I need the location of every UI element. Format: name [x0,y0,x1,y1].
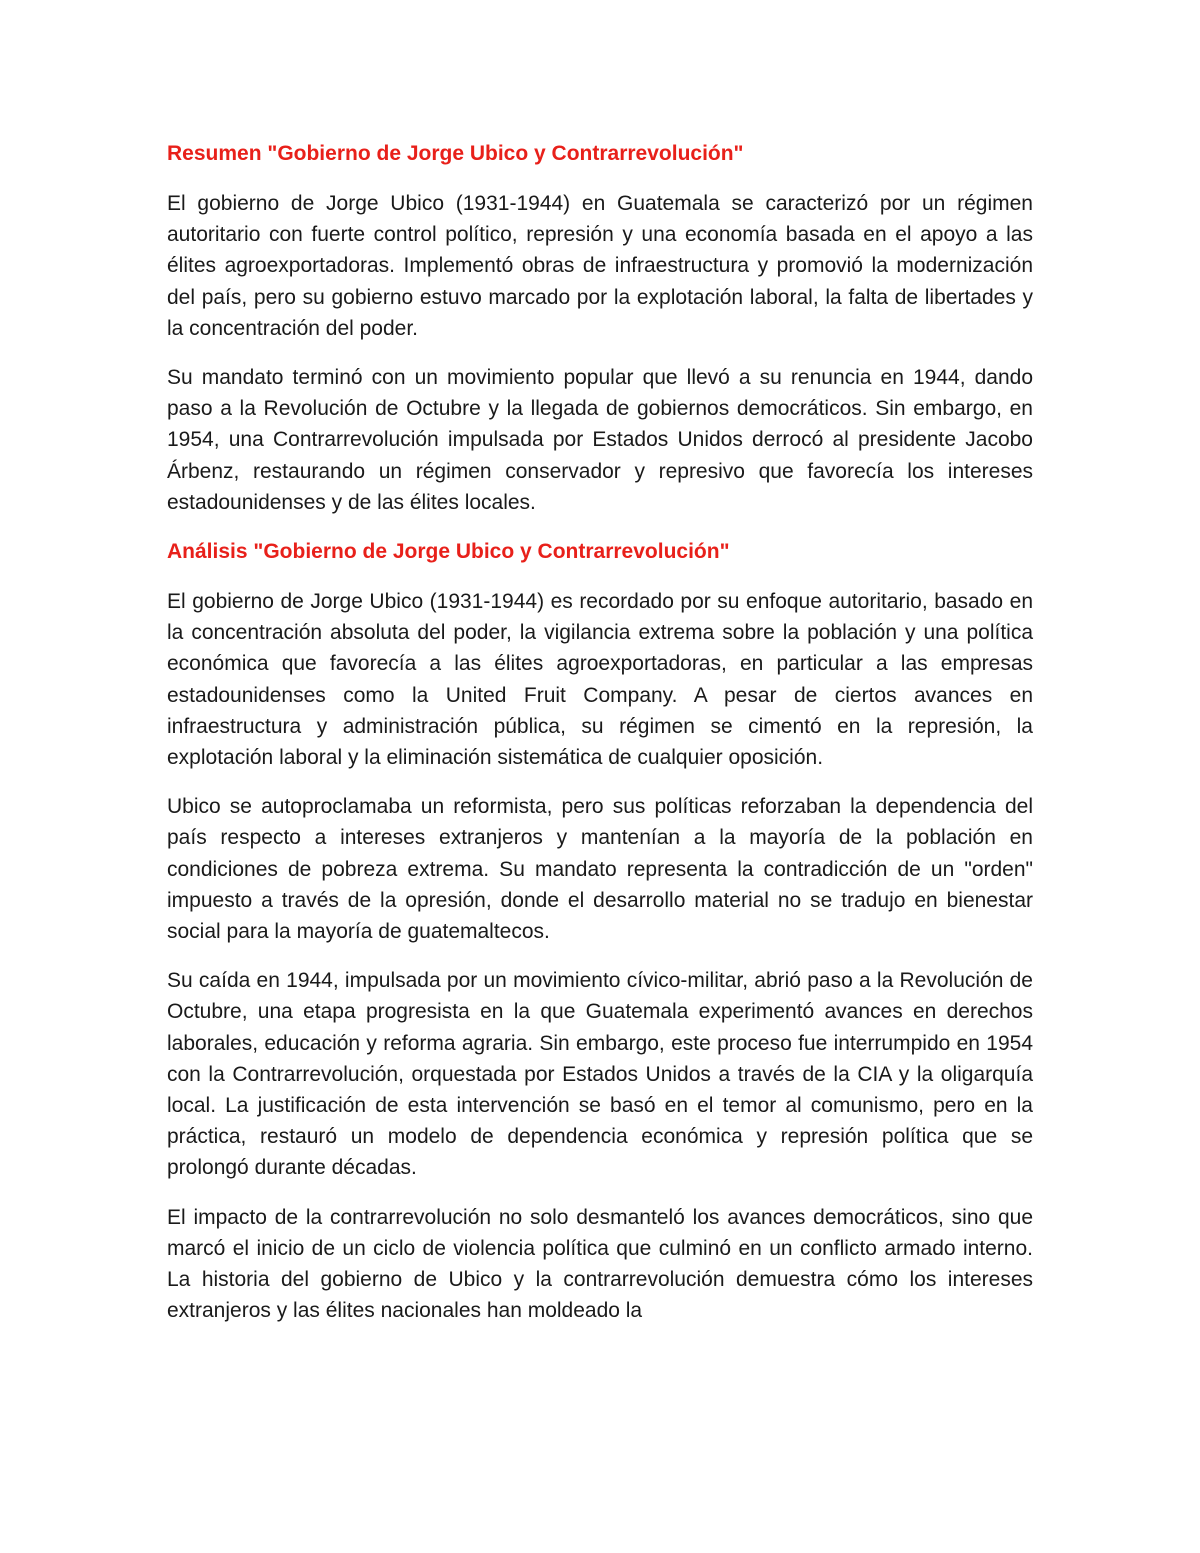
analysis-paragraph: Su caída en 1944, impulsada por un movimiento cívico-militar, abrió paso a la Revolución de Octubre, una etapa progresista en la que Guatemala experimentó avances en derechos laborales, educación y reforma agraria. Sin embargo, este proceso fue interrumpido en 1954 con la Contrarrevolución, orquestada por Estados Unidos a través de la CIA y la oligarquía local. La justificación de esta intervención se basó en el temor al comunismo, pero en la práctica, restauró un modelo de dependencia económica y represión política que se prolongó durante décadas. [167,969,1033,1180]
analysis-paragraph: Ubico se autoproclamaba un reformista, pero sus políticas reforzaban la dependencia del país respecto a intereses extranjeros y mantenían a la mayoría de la población en condiciones de pobreza extrema. Su mandato representa la contradicción de un "orden" impuesto a través de la opresión, donde el desarrollo material no se tradujo en bienestar social para la mayoría de guatemaltecos. [167,795,1033,944]
analysis-paragraph: El gobierno de Jorge Ubico (1931-1944) es recordado por su enfoque autoritario, basado en la concentración absoluta del poder, la vigilancia extrema sobre la población y una política económica que favorecía a las élites agroexportadoras, en particular a las empresas estadounidenses como la United Fruit Company. A pesar de ciertos avances en infraestructura y administración pública, su régimen se cimentó en la represión, la explotación laboral y la eliminación sistemática de cualquier oposición. [167,590,1033,770]
analysis-heading: Análisis "Gobierno de Jorge Ubico y Contrarrevolución" [167,540,730,564]
document-page [167,138,1033,1345]
summary-paragraph: Su mandato terminó con un movimiento popular que llevó a su renuncia en 1944, dando paso a la Revolución de Octubre y la llegada de gobiernos democráticos. Sin embargo, en 1954, una Contrarrevolución impulsada por Estados Unidos derrocó al presidente Jacobo Árbenz, restaurando un régimen conservador y represivo que favorecía los intereses estadounidenses y de las élites locales. [167,366,1033,514]
summary-paragraph: El gobierno de Jorge Ubico (1931-1944) en Guatemala se caracterizó por un régimen autoritario con fuerte control político, represión y una economía basada en el apoyo a las élites agroexportadoras. Implementó obras de infraestructura y promovió la modernización del país, pero su gobierno estuvo marcado por la explotación laboral, la falta de libertades y la concentración del poder. [167,192,1033,340]
summary-heading: Resumen "Gobierno de Jorge Ubico y Contrarrevolución" [167,142,744,165]
analysis-paragraph: El impacto de la contrarrevolución no solo desmanteló los avances democráticos, sino que marcó el inicio de un ciclo de violencia política que culminó en un conflicto armado interno. La historia del gobierno de Ubico y la contrarrevolución demuestra cómo los intereses extranjeros y las élites nacionales han moldeado la [167,1205,1033,1323]
